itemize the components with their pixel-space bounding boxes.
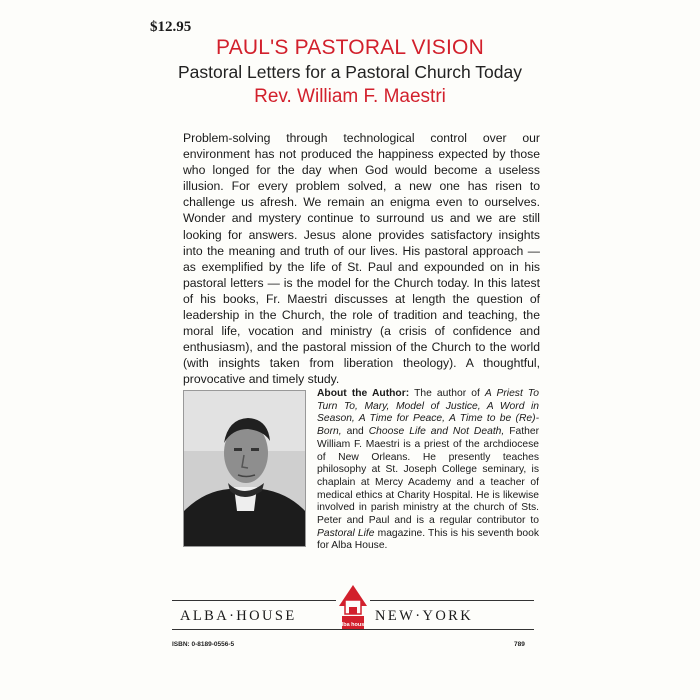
book-title: PAUL'S PASTORAL VISION: [216, 36, 484, 59]
price-label: $12.95: [150, 19, 192, 35]
publisher-rule-bottom: [172, 629, 534, 630]
about-author-paragraph: [317, 388, 539, 553]
logo-text: alba house: [338, 622, 368, 628]
isbn-label: ISBN: 0-8189-0556-5: [172, 641, 235, 648]
publisher-city: NEW·YORK: [375, 608, 474, 624]
about-text-4: magazine. This is his seventh book for Alba House.: [317, 527, 539, 552]
blurb-paragraph: Problem-solving through technological control over our environment has not produced the happiness expected by those who longed for the day when God would become a useless illusion. For every problem solved, a new one has risen to challenge us afresh. We remain an enigma even to ourselves. Wonder and mystery continue to surround us and we are still looking for answers. Jesus alone provides satisfactory insights into the meaning and truth of our lives. His pastoral approach — as exemplified by the life of St. Paul and expounded on in his pastoral letters — is the model for the Church today. In this latest of his books, Fr. Maestri discusses at length the question of leadership in the Church, the role of tradition and teaching, the moral life, vocation and ministry (a crisis of confidence and enthusiasm), and the pastoral mission of the Church to the world (with insights taken from liberation theology). A thoughtful, provocative and timely study.: [183, 131, 540, 387]
about-books-1: A Priest To Turn To, Mary, Model of Justice, A Word in Season, A Time for Peace, A Time to be (Re)-Born,: [317, 388, 539, 438]
publisher-name: ALBA·HOUSE: [180, 608, 297, 624]
author-photo: [183, 390, 306, 547]
alba-house-logo: [336, 582, 370, 634]
book-subtitle: Pastoral Letters for a Pastoral Church Today: [177, 62, 523, 82]
about-books-2: Choose Life and Not Death,: [368, 426, 505, 438]
about-magazine: Pastoral Life: [317, 527, 375, 539]
about-text-1: The author of: [409, 388, 485, 399]
catalog-number: 789: [514, 641, 525, 648]
about-text-2: and: [341, 426, 369, 438]
about-text-3: Father William F. Maestri is a priest of the archdiocese of New Orleans. He presently teaches philosophy at St. Joseph College seminary, is chaplain at Mercy Academy and a teacher of medical ethics at Charity Hospital. He is likewise involved in parish ministry at the church of Sts. Peter and Paul and is a regular contributor to: [317, 426, 539, 527]
about-author-heading: About the Author:: [317, 388, 410, 399]
book-author: Rev. William F. Maestri: [254, 86, 446, 107]
